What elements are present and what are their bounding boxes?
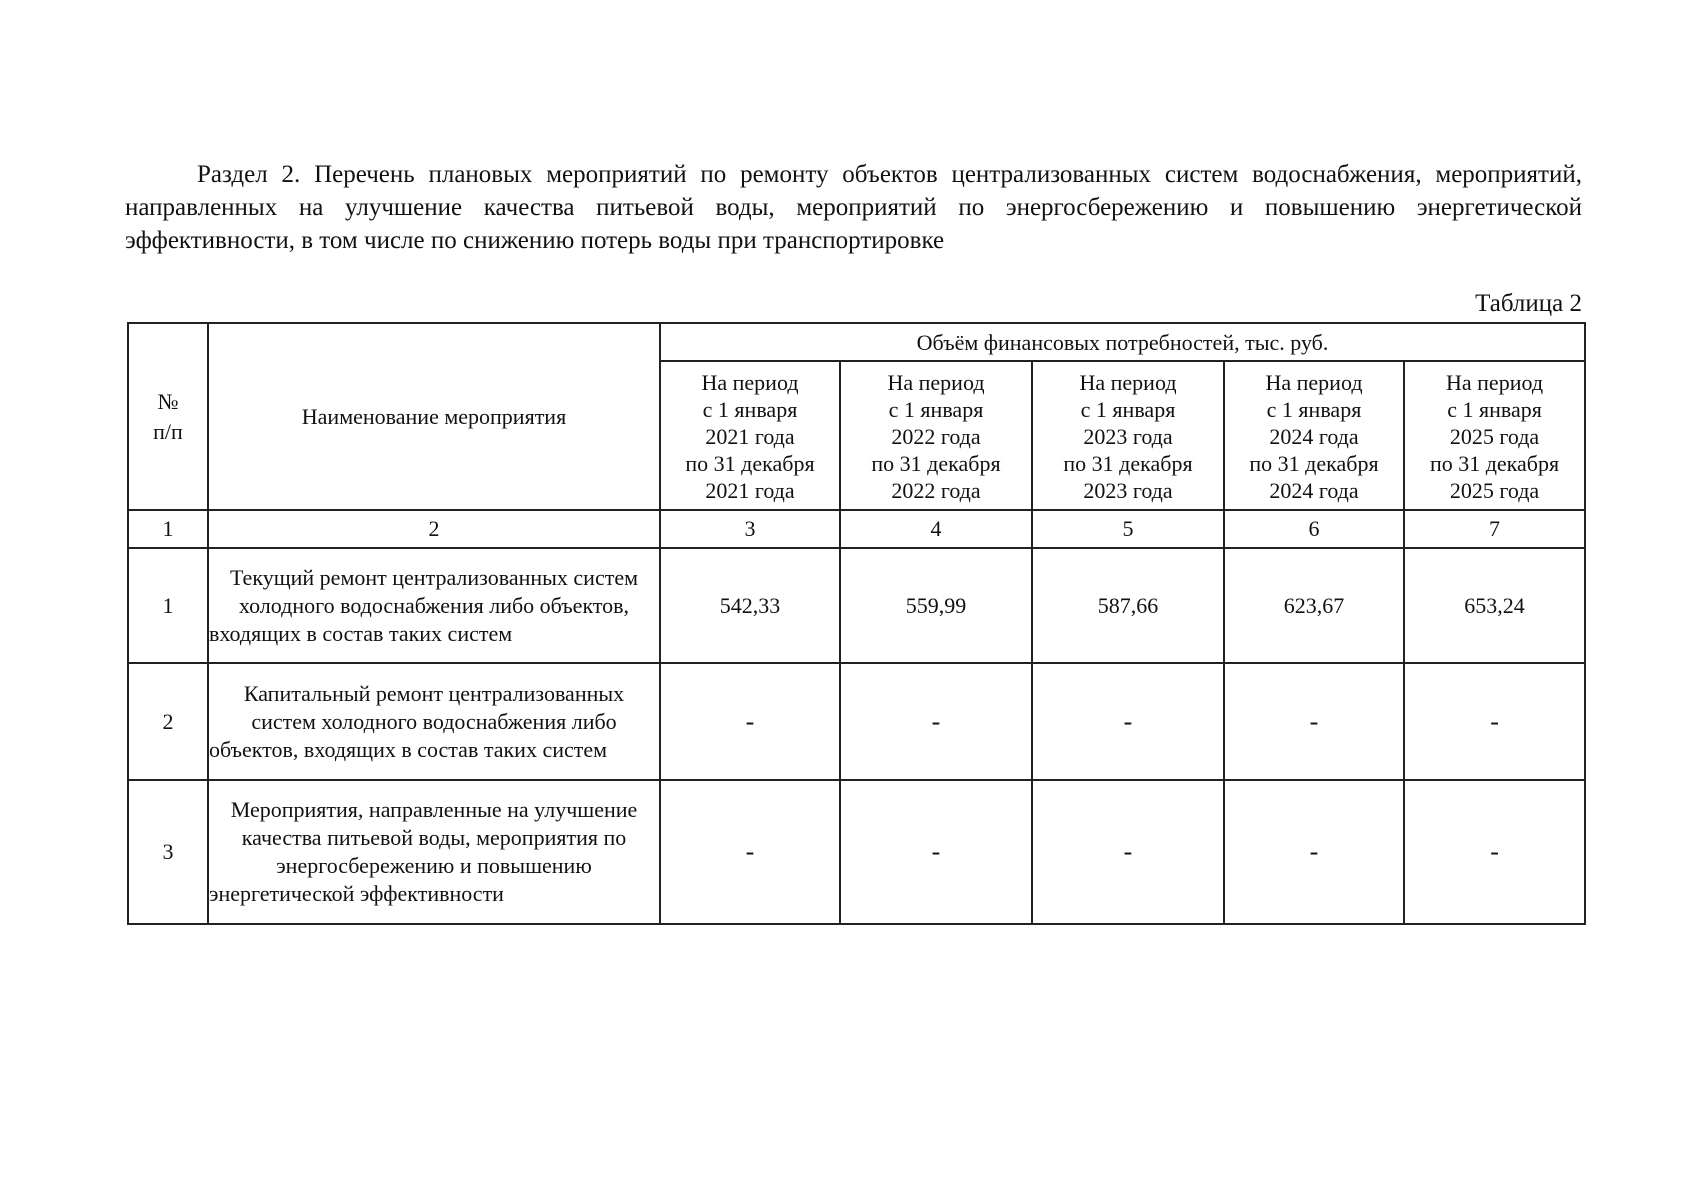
header-activity-name: Наименование мероприятия xyxy=(208,323,660,510)
value-cell: 542,33 xyxy=(660,548,840,663)
activity-name: Мероприятия, направленные на улучшение качества питьевой воды, мероприятия по энергосбережению и повышению энергетической эффективности xyxy=(208,780,660,924)
column-index: 7 xyxy=(1404,510,1585,548)
table-caption: Таблица 2 xyxy=(1475,290,1582,317)
value-cell: - xyxy=(1032,663,1224,780)
period-line: На период xyxy=(887,370,985,395)
value-cell: - xyxy=(660,663,840,780)
header-period-2025 xyxy=(1404,361,1585,510)
value-cell: 559,99 xyxy=(840,548,1032,663)
value-cell: 587,66 xyxy=(1032,548,1224,663)
activity-name: Текущий ремонт централизованных систем холодного водоснабжения либо объектов, входящих в состав таких систем xyxy=(208,548,660,663)
period-line: 2022 года xyxy=(891,424,981,449)
period-line: 2023 года xyxy=(1083,478,1173,503)
column-index: 1 xyxy=(128,510,208,548)
column-index: 5 xyxy=(1032,510,1224,548)
activity-name: Капитальный ремонт централизованных систем холодного водоснабжения либо объектов, входящих в состав таких систем xyxy=(208,663,660,780)
period-line: На период xyxy=(701,370,799,395)
period-line: 2024 года xyxy=(1269,424,1359,449)
period-line: 2021 года xyxy=(705,478,795,503)
header-period-2023 xyxy=(1032,361,1224,510)
period-line: с 1 января xyxy=(702,397,798,422)
period-line: 2023 года xyxy=(1083,424,1173,449)
table-row xyxy=(128,663,1585,780)
value-cell: 653,24 xyxy=(1404,548,1585,663)
period-line: по 31 декабря xyxy=(871,451,1001,476)
value-cell: - xyxy=(840,780,1032,924)
section-heading: Раздел 2. Перечень плановых мероприятий по ремонту объектов централизованных систем водоснабжения, мероприятий, направленных на улучшение качества питьевой воды, мероприятий по энергосбережению и повышению энергетической эффективности, в том числе по снижению потерь воды при транспортировке xyxy=(125,161,1582,254)
period-line: 2022 года xyxy=(891,478,981,503)
value-cell: - xyxy=(1404,663,1585,780)
header-period-2021 xyxy=(660,361,840,510)
header-financial-needs: Объём финансовых потребностей, тыс. руб. xyxy=(660,323,1585,361)
row-number: 2 xyxy=(128,663,208,780)
activities-table xyxy=(127,322,1586,925)
period-line: по 31 декабря xyxy=(685,451,815,476)
period-line: 2025 года xyxy=(1449,478,1540,503)
period-line: с 1 января xyxy=(1447,397,1542,422)
column-index: 6 xyxy=(1224,510,1404,548)
header-number xyxy=(128,323,208,510)
period-line: На период xyxy=(1079,370,1177,395)
column-index-row xyxy=(128,510,1585,548)
period-line: 2024 года xyxy=(1269,478,1359,503)
row-number: 1 xyxy=(128,548,208,663)
period-line: с 1 января xyxy=(888,397,984,422)
value-cell: - xyxy=(660,780,840,924)
header-number-label: № п/п xyxy=(153,388,183,444)
value-cell: - xyxy=(1032,780,1224,924)
period-line: На период xyxy=(1446,370,1544,395)
period-line: по 31 декабря xyxy=(1063,451,1193,476)
column-index: 3 xyxy=(660,510,840,548)
table-header-row xyxy=(128,323,1585,361)
period-line: по 31 декабря xyxy=(1249,451,1379,476)
period-line: с 1 января xyxy=(1266,397,1362,422)
value-cell: 623,67 xyxy=(1224,548,1404,663)
table-row xyxy=(128,548,1585,663)
header-period-2022 xyxy=(840,361,1032,510)
period-line: 2025 года xyxy=(1449,424,1540,449)
column-index: 4 xyxy=(840,510,1032,548)
value-cell: - xyxy=(840,663,1032,780)
column-index: 2 xyxy=(208,510,660,548)
period-line: На период xyxy=(1265,370,1363,395)
value-cell: - xyxy=(1404,780,1585,924)
period-line: по 31 декабря xyxy=(1429,451,1560,476)
period-line: 2021 года xyxy=(705,424,795,449)
table-row xyxy=(128,780,1585,924)
period-line: с 1 января xyxy=(1080,397,1176,422)
row-number: 3 xyxy=(128,780,208,924)
value-cell: - xyxy=(1224,663,1404,780)
header-period-2024 xyxy=(1224,361,1404,510)
value-cell: - xyxy=(1224,780,1404,924)
